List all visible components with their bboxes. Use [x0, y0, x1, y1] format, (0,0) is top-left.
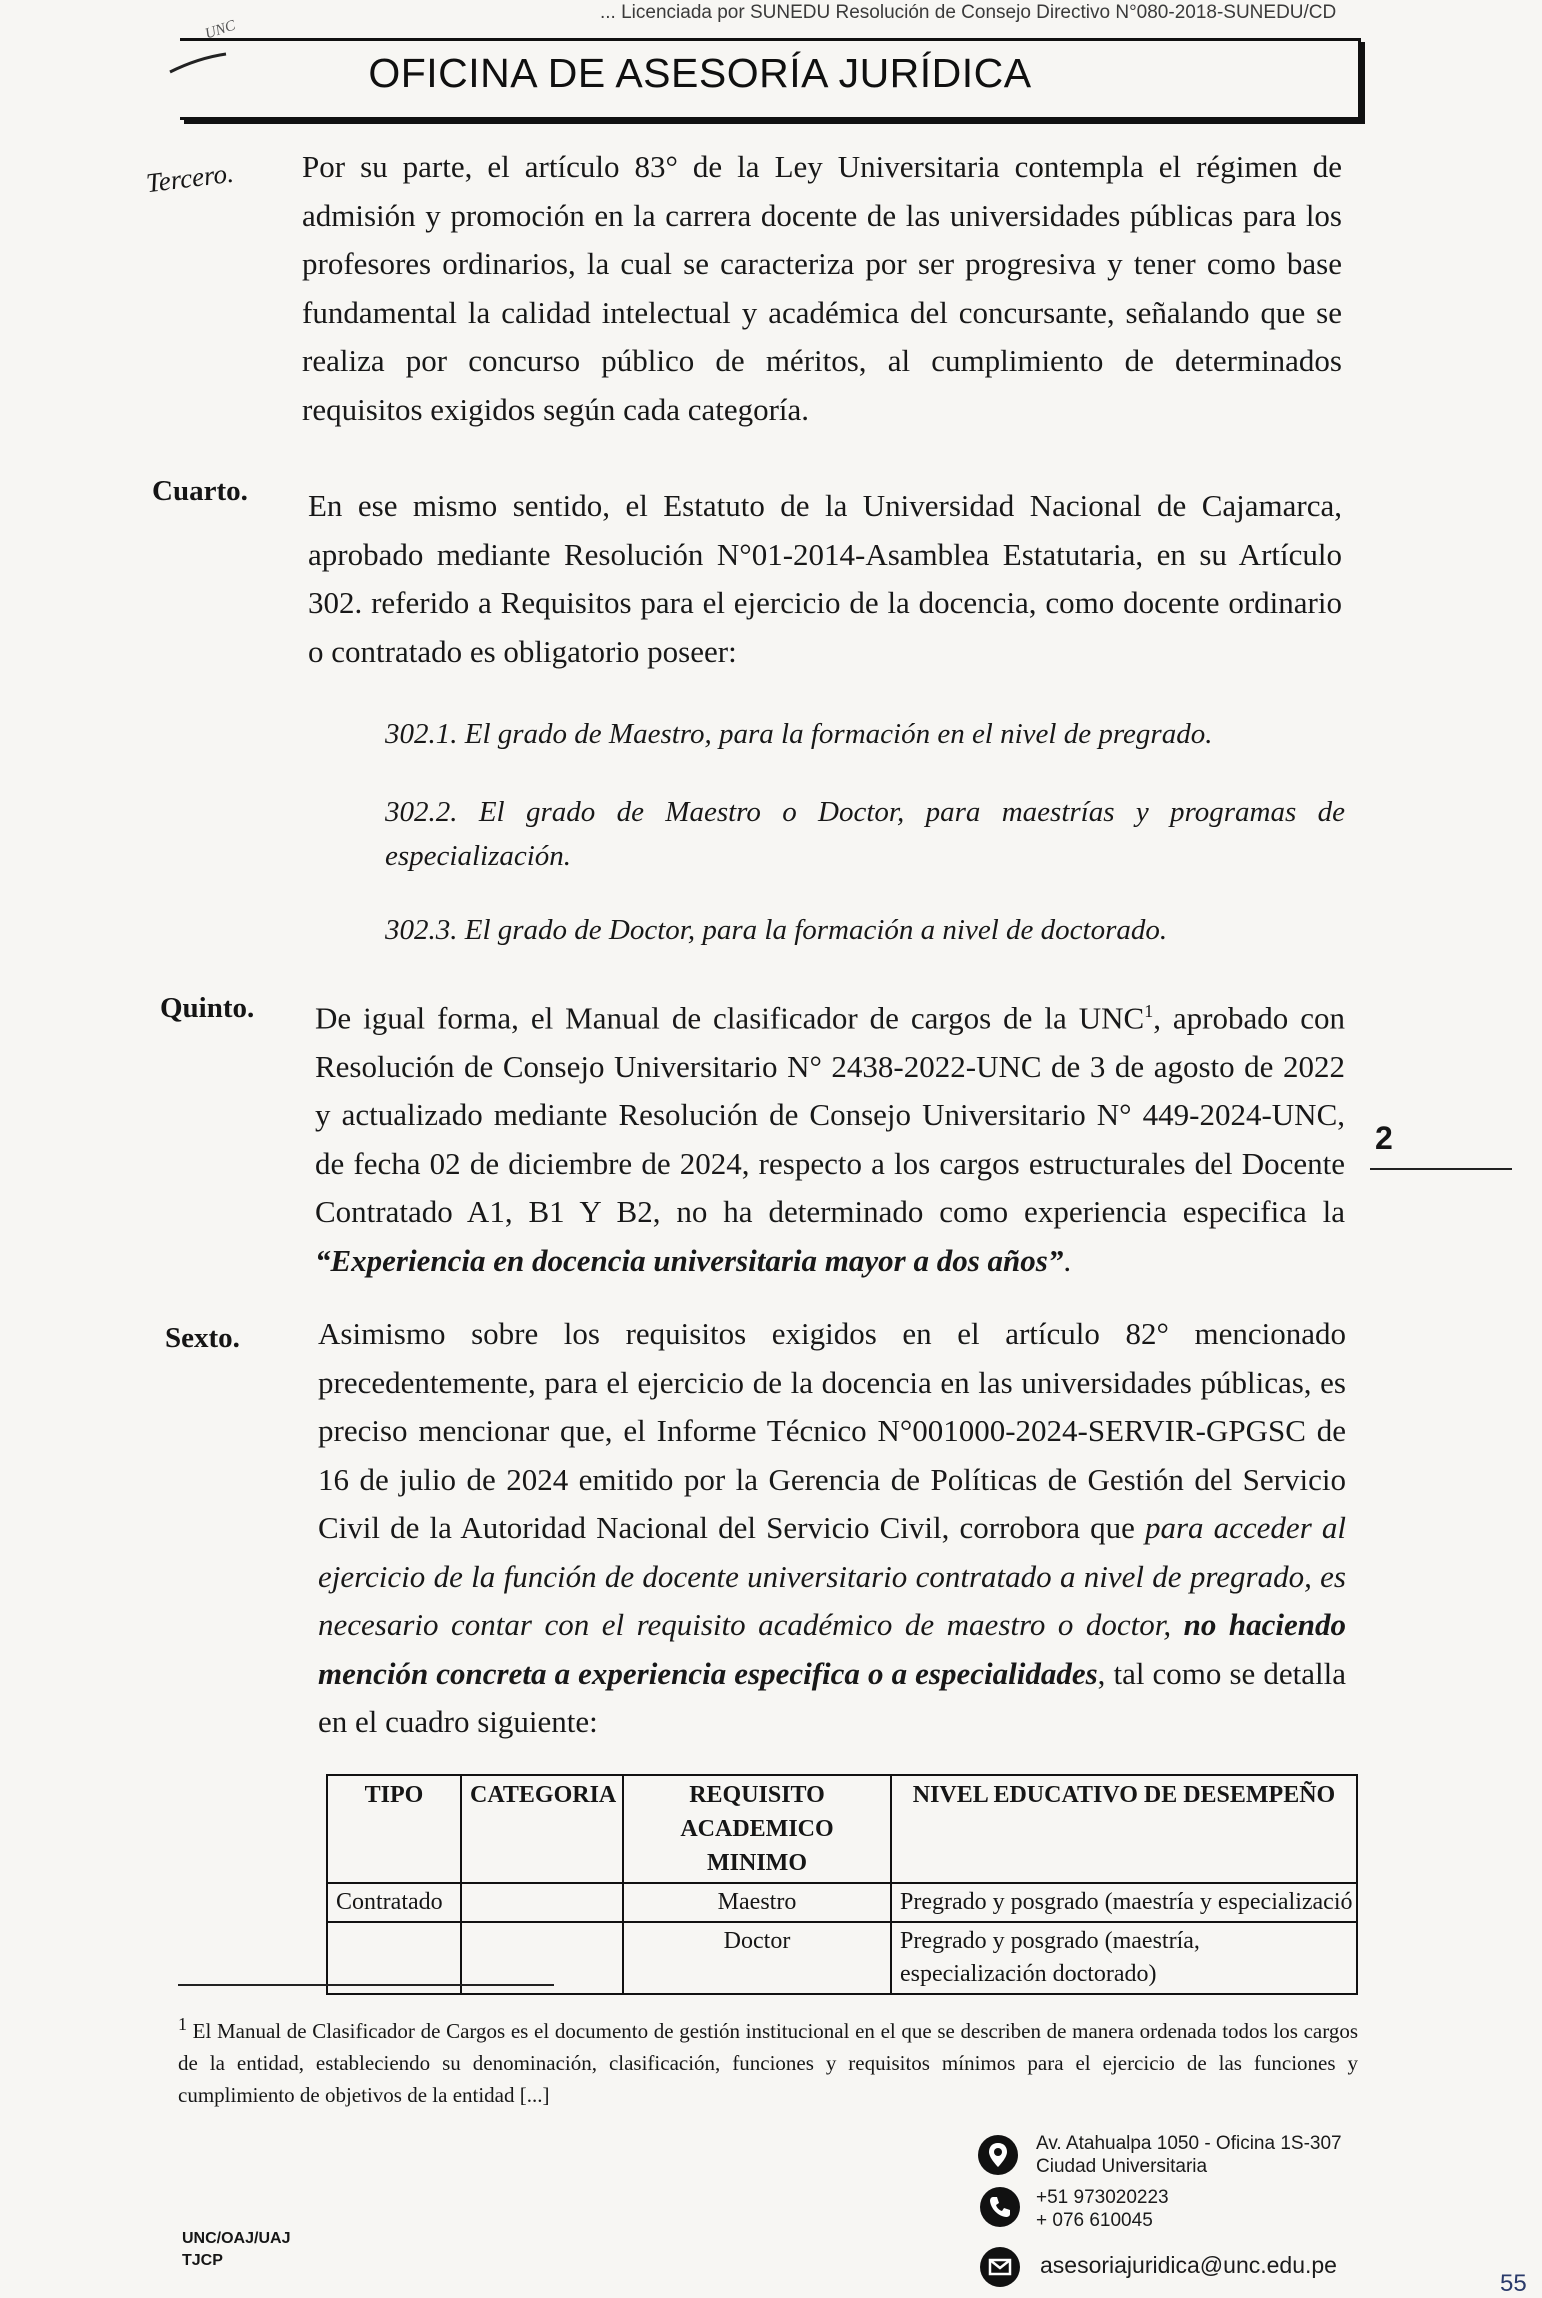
email-icon	[980, 2247, 1020, 2287]
contact-phones	[1036, 2186, 1169, 2232]
quinto-text-1: De igual forma, el Manual de clasificador de cargos de la UNC	[315, 1000, 1145, 1036]
office-code-line-1: UNC/OAJ/UAJ	[182, 2230, 291, 2247]
quinto-quote: “Experiencia en docencia universitaria mayor a dos años”	[315, 1242, 1064, 1278]
margin-page-number: 2	[1375, 1120, 1393, 1156]
accreditation-strip: ... Licenciada por SUNEDU Resolución de Consejo Directivo N°080-2018-SUNEDU/CD	[600, 2, 1337, 23]
section-text-tercero: Por su parte, el artículo 83° de la Ley Universitaria contempla el régimen de admisión y promoción en la carrera docente de las universidades públicas para los profesores ordinarios, la cual se caracteriza por ser progresiva y tener como base fundamental la calidad intelectual y académica del concursante, señalando que se realiza por concurso público de méritos, al cumplimiento de determinados requisitos exigidos según cada categoría.	[302, 149, 1342, 427]
section-text-quinto	[315, 987, 1345, 1285]
phone-line-2: + 076 610045	[1036, 2210, 1153, 2231]
table-cell: Pregrado y posgrado (maestría, especialización doctorado)	[891, 1922, 1357, 1994]
margin-rule	[1370, 1168, 1512, 1170]
table-header-row	[327, 1775, 1357, 1883]
table-header: NIVEL EDUCATIVO DE DESEMPEÑO	[891, 1775, 1357, 1883]
table-row	[327, 1883, 1357, 1922]
table-header: CATEGORIA	[461, 1775, 623, 1883]
footnote-text: El Manual de Clasificador de Cargos es el documento de gestión institucional en el que se describen de manera ordenada todos los cargos de la entidad, estableciendo su denominación, clasificación, funciones y requisitos mínimos para el ejercicio de las funciones y cumplimiento de objetivos de la entidad [...]	[178, 2019, 1358, 2107]
office-code	[182, 2228, 290, 2272]
footnote-marker: 1	[178, 2014, 187, 2034]
section-text-sexto	[318, 1310, 1346, 1747]
requirements-table	[326, 1774, 1358, 1995]
table-cell: Pregrado y posgrado (maestría y especializació	[891, 1883, 1357, 1922]
page-mark: 55	[1500, 2270, 1527, 2297]
quinto-text-2: , aprobado con Resolución de Consejo Universitario N° 2438-2022-UNC de 3 de agosto de 2022 y actualizado mediante Resolución de Consejo Universitario N° 449-2024-UNC, de fecha 02 de diciembre de 2024, respecto a los cargos estructurales del Docente Contratado A1, B1 Y B2, no ha determinado como experiencia especifica la	[315, 1000, 1345, 1230]
sexto-text-1: Asimismo sobre los requisitos exigidos en el artículo 82° mencionado precedentemente, para el ejercicio de la docencia en las universidades públicas, es preciso mencionar que, el Informe Técnico N°001000-2024-SERVIR-GPGSC de 16 de julio de 2024 emitido por la Gerencia de Políticas de Gestión del Servicio Civil de la Autoridad Nacional del Servicio Civil, corrobora que	[318, 1316, 1346, 1545]
table-cell: Doctor	[623, 1922, 891, 1994]
list-item: 302.2. El grado de Maestro o Doctor, para maestrías y programas de especialización.	[385, 796, 1345, 872]
table-cell	[461, 1883, 623, 1922]
table-header: TIPO	[327, 1775, 461, 1883]
page-title: OFICINA DE ASESORÍA JURÍDICA	[368, 50, 1032, 96]
office-code-line-2: TJCP	[182, 2252, 223, 2269]
contact-email[interactable]: asesoriajuridica@unc.edu.pe	[1040, 2252, 1337, 2278]
footnote-rule	[178, 1984, 554, 1986]
table-cell: Contratado	[327, 1883, 461, 1922]
stamp-mark: UNC	[203, 17, 238, 43]
address-line-2: Ciudad Universitaria	[1036, 2156, 1208, 2177]
table-header: REQUISITO ACADEMICO MINIMO	[623, 1775, 891, 1883]
quinto-text-3: .	[1063, 1242, 1072, 1278]
footnote	[178, 2008, 1358, 2111]
phone-line-1: +51 973020223	[1036, 2187, 1169, 2208]
section-label-cuarto: Cuarto.	[152, 475, 248, 507]
list-item: 302.1. El grado de Maestro, para la formación en el nivel de pregrado.	[385, 718, 1213, 750]
section-label-tercero: Tercero.	[144, 157, 236, 199]
sexto-italic: para acceder al ejercicio de la función de docente universitario contratado a nivel de pregrado, es necesario contar con el requisito académico de maestro o doctor,	[318, 1510, 1346, 1642]
contact-address	[1036, 2132, 1342, 2178]
footnote-ref: 1	[1144, 1001, 1154, 1021]
table-cell: Maestro	[623, 1883, 891, 1922]
section-text-cuarto: En ese mismo sentido, el Estatuto de la Universidad Nacional de Cajamarca, aprobado mediante Resolución N°01-2014-Asamblea Estatutaria, en su Artículo 302. referido a Requisitos para el ejercicio de la docencia, como docente ordinario o contratado es obligatorio poseer:	[308, 488, 1342, 669]
address-line-1: Av. Atahualpa 1050 - Oficina 1S-307	[1036, 2133, 1342, 2154]
sexto-bold-italic: no haciendo mención concreta a experiencia especifica o a especialidades	[318, 1607, 1347, 1691]
phone-icon	[980, 2187, 1020, 2227]
section-label-quinto: Quinto.	[160, 992, 255, 1024]
sexto-text-2: , tal como se detalla en el cuadro siguiente:	[318, 1655, 1346, 1739]
list-item: 302.3. El grado de Doctor, para la formación a nivel de doctorado.	[385, 914, 1168, 946]
location-pin-icon	[978, 2135, 1018, 2175]
section-label-sexto: Sexto.	[165, 1322, 240, 1354]
